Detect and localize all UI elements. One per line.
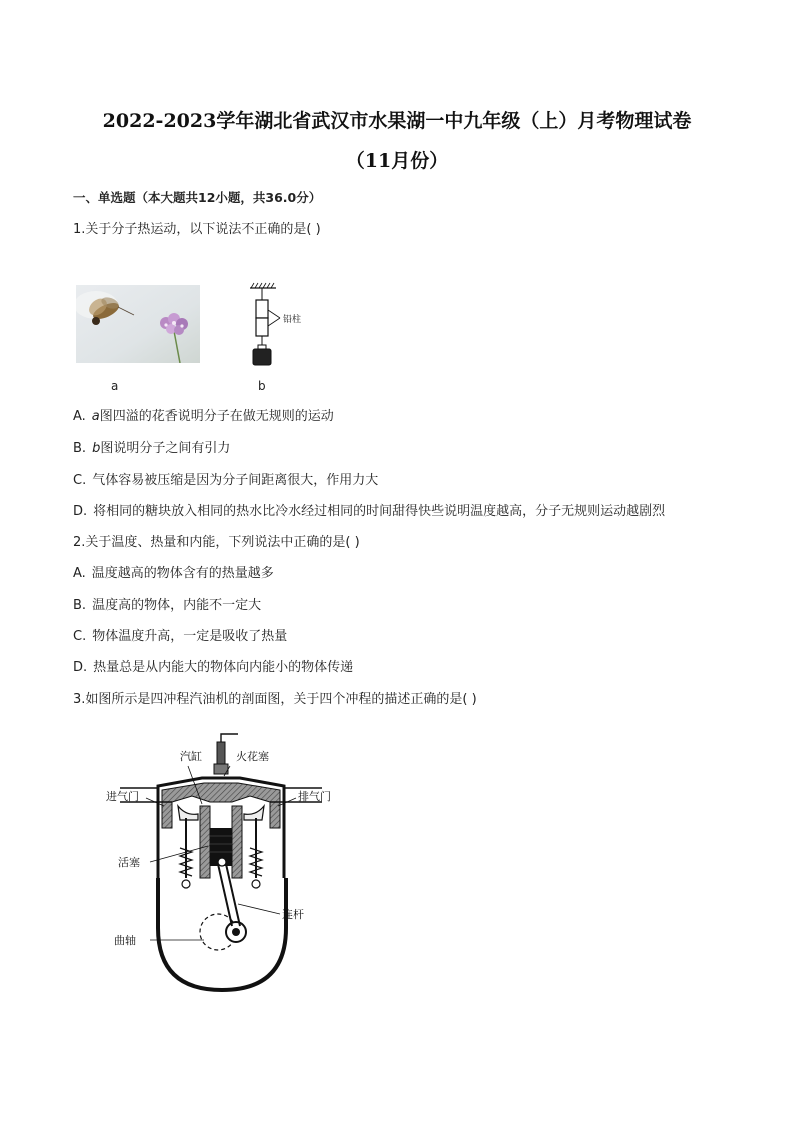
option-letter: A. bbox=[73, 566, 86, 581]
label-crankshaft: 曲轴 bbox=[114, 934, 136, 947]
option-text: 气体容易被压缩是因为分子间距离很大，作用力大 bbox=[92, 473, 379, 488]
option-text: 温度越高的物体含有的热量越多 bbox=[91, 566, 274, 581]
question-2-option-b bbox=[73, 594, 261, 613]
question-1-stem: 1.关于分子热运动，以下说法不正确的是( ) bbox=[73, 222, 321, 237]
label-piston: 活塞 bbox=[118, 856, 140, 869]
figure-a-caption: a bbox=[111, 379, 119, 393]
option-letter: B. bbox=[73, 441, 87, 456]
option-letter: D. bbox=[73, 504, 88, 519]
question-1-option-a bbox=[73, 405, 334, 424]
question-2-option-d bbox=[73, 656, 353, 675]
label-exhaust-valve: 排气门 bbox=[298, 790, 331, 803]
option-text: 图说明分子之间有引力 bbox=[100, 441, 231, 456]
question-1-option-c bbox=[73, 469, 378, 488]
option-text: 物体温度升高，一定是吸收了热量 bbox=[92, 629, 288, 644]
label-cylinder: 汽缸 bbox=[180, 750, 202, 763]
option-text: 将相同的糖块放入相同的热水比冷水经过相同的时间甜得快些说明温度越高，分子无规则运动越剧烈 bbox=[93, 504, 666, 519]
option-letter: A. bbox=[73, 409, 86, 424]
question-1-option-b bbox=[73, 437, 230, 456]
figure-a-moth-flower-image bbox=[76, 285, 200, 363]
option-text: 温度高的物体，内能不一定大 bbox=[92, 598, 262, 613]
section-info: （本大题共12小题，共36.0分） bbox=[135, 190, 322, 205]
option-text: 图四溢的花香说明分子在做无规则的运动 bbox=[99, 409, 334, 424]
section-header bbox=[73, 188, 321, 206]
four-stroke-engine-diagram bbox=[100, 728, 360, 1008]
figure-b-lead-label: 铅柱 bbox=[283, 315, 302, 325]
question-1-option-d bbox=[73, 500, 665, 519]
figure-b-lead-cylinders-diagram bbox=[236, 282, 306, 368]
spark-plug bbox=[214, 734, 238, 774]
option-letter: B. bbox=[73, 598, 87, 613]
option-letter: D. bbox=[73, 660, 88, 675]
figure-b-caption: b bbox=[258, 379, 266, 393]
exam-title: 2022-2023学年湖北省武汉市水果湖一中九年级（上）月考物理试卷 bbox=[102, 110, 692, 132]
question-3-stem: 3.如图所示是四冲程汽油机的剖面图，关于四个冲程的描述正确的是( ) bbox=[73, 692, 477, 707]
question-2-option-c bbox=[73, 625, 287, 644]
exam-subtitle: （11月份） bbox=[345, 150, 449, 172]
question-2-stem: 2.关于温度、热量和内能，下列说法中正确的是( ) bbox=[73, 535, 360, 550]
option-figure-var: b bbox=[92, 441, 101, 456]
option-text: 热量总是从内能大的物体向内能小的物体传递 bbox=[93, 660, 354, 675]
label-spark-plug: 火花塞 bbox=[236, 750, 269, 763]
option-letter: C. bbox=[73, 629, 87, 644]
option-figure-var: a bbox=[91, 409, 100, 424]
section-label: 一、单选题 bbox=[73, 190, 136, 205]
question-2-option-a bbox=[73, 562, 274, 581]
option-letter: C. bbox=[73, 473, 87, 488]
label-connecting-rod: 连杆 bbox=[282, 908, 304, 921]
label-intake-valve: 进气门 bbox=[106, 790, 139, 803]
